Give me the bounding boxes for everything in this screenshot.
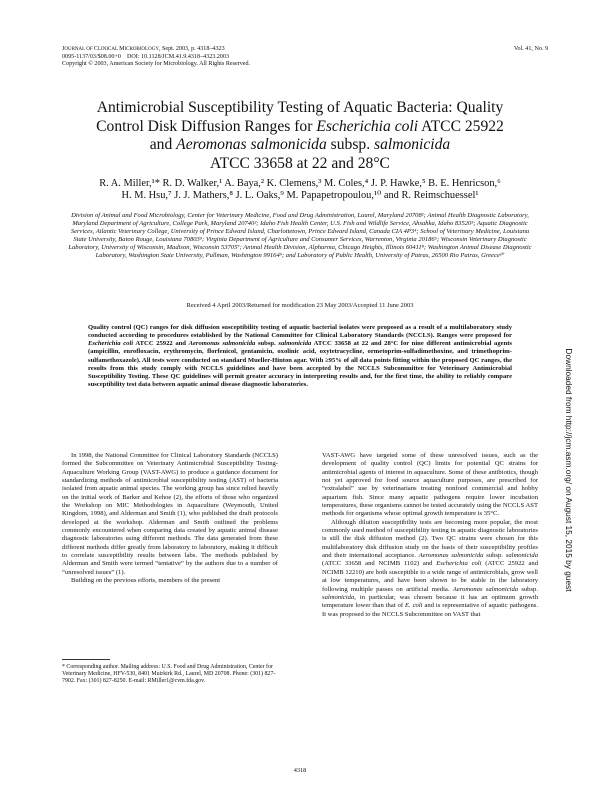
download-watermark: Downloaded from http://jcm.asm.org/ on August 15, 2015 by guest [564, 348, 574, 592]
footnote-divider [62, 659, 110, 660]
volume-info: Vol. 41, No. 9 [513, 46, 548, 52]
received-dates: Received 4 April 2003/Returned for modification 23 May 2003/Accepted 11 June 2003 [186, 302, 414, 309]
affiliations: Division of Animal and Food Microbiology, Center for Veterinary Medicine, Food and Drug Administration, Laurel, Maryland 20708¹; Animal Health Diagnostic Laboratory, Maryland Department of Agriculture, College Park, Maryland 20740²; Idaho Fish Health Center, U.S. Fish and Wildlife Service, Ahsahka, Idaho 83520³; Aquatic Diagnostic Services, Atlantic Veterinary College, University of Prince Edward Island, Charlottetown, Prince Edward Island, Canada CIA 4P3⁴; School of Veterinary Medicine, Louisiana State University, Baton Rouge, Louisiana 70803⁵; Virginia Department of Agriculture and Consumer Services, Warrenton, Virginia 20186⁶; Wisconsin Veterinary Diagnostic Laboratory, University of Wisconsin, Madison, Wisconsin 53705⁷; Animal Health Division, Alpharma, Chicago Heights, Illinois 60411⁸; Washington Animal Disease Diagnostic Laboratory, Washington State University, Pullman, Washington 99164⁹; and Laboratory of Public Health, University of Patras, 26500 Rio Patras, Greece¹⁰ [68, 212, 532, 260]
paragraph: Building on the previous efforts, members of the present [71, 577, 221, 585]
body-column-left [62, 452, 278, 586]
journal-citation: JOURNAL OF CLINICAL MICROBIOLOGY, Sept. 2003, p. 4318–4323 [62, 46, 225, 52]
abstract: Quality control (QC) ranges for disk diffusion susceptibility testing of aquatic bacterial isolates were proposed as a result of a multilaboratory study conducted according to procedures established by the National Committee for Clinical Laboratory Standards (NCCLS). Ranges were proposed for Escherichia coli ATCC 25922 and Aeromonas salmonicida subsp. salmonicida ATCC 33658 at 22 and 28°C for nine different antimicrobial agents (ampicillin, enrofloxacin, erythromycin, florfenicol, gentamicin, oxolinic acid, oxytetracycline, ormetoprim-sulfadimethoxine, and trimethoprim-sulfamethoxazole). All tests were conducted on standard Mueller-Hinton agar. With ≥95% of all data points fitting within the proposed QC ranges, the results from this study comply with NCCLS guidelines and have been accepted by the NCCLS Subcommittee for Veterinary Antimicrobial Susceptibility Testing. These QC guidelines will permit greater accuracy in interpreting results and, for the first time, the ability to reliably compare susceptibility test data between aquatic animal disease diagnostic laboratories. [88, 324, 512, 389]
author-list: R. A. Miller,¹* R. D. Walker,¹ A. Baya,² K. Clemens,³ M. Coles,⁴ J. P. Hawke,⁵ B. E. Henricson,⁶ H. M. Hsu,⁷ J. J. Mathers,⁸ J. L. Oaks,⁹ M. Papapetropoulou,¹⁰ and R. Reimschuessel¹ [99, 178, 501, 202]
page-number: 4318 [293, 767, 307, 774]
paragraph: Although dilution susceptibility tests are becoming more popular, the most commonly used method of susceptibility testing in aquatic diagnostic laboratories is still the disk diffusion method (2). Two QC strains were chosen for this multilaboratory disk diffusion study on the basis of their susceptibility profiles and their international acceptance. Aeromonas salmonicida subsp. salmonicida (ATCC 33658 and NCIMB 1102) and Escherichia coli (ATCC 25922 and NCIMB 12210) are both susceptible to a wide range of antimicrobials, grow well at low temperatures, and have been shown to be stable in the laboratory following multiple passes on artificial media. Aeromonas salmonicida subsp. salmonicida, in particular, was chosen because it has an optimum growth temperature lower than that of E. coli and is representative of aquatic pathogens. It was proposed to the NCCLS Subcommittee on VAST that [322, 518, 539, 618]
corresponding-author-footnote: * Corresponding author. Mailing address: U.S. Food and Drug Administration, Center for Veterinary Medicine, HFV-530, 8401 Muirkirk Rd., Laurel, MD 20708. Phone: (301) 827-7902. Fax: (301) 827-8250. E-mail: RMiller1@cvm.fda.gov. [62, 664, 276, 685]
paragraph: VAST-AWG have targeted some of these unresolved issues, such as the development of quality control (QC) limits for potential QC strains for antimicrobial agents of interest in aquaculture. Some of these antibiotics, though not yet approved for food source aquaculture purposes, are prescribed for “extralabel” use by veterinarians treating nonfood commercial and hobby aquarium fish. Since many aquatic pathogens require lower incubation temperatures, these organisms cannot be tested accurately using the NCCLS AST methods for organisms whose optimal growth temperature is 35°C. [322, 452, 538, 518]
issn-doi: 0095-1137/03/$08.00+0 DOI: 10.1128/JCM.41.9.4318–4323.2003 [62, 53, 230, 60]
article-title: Antimicrobial Susceptibility Testing of Aquatic Bacteria: Quality Control Disk Diffusion Ranges for Escherichia coli ATCC 25922 and Aeromonas salmonicida subsp. salmonicida ATCC 33658 at 22 and 28°C [96, 99, 504, 172]
copyright: Copyright © 2003, American Society for Microbiology. All Rights Reserved. [62, 61, 251, 68]
body-column-right [322, 452, 538, 619]
journal-header [62, 46, 250, 69]
paragraph: In 1998, the National Committee for Clinical Laboratory Standards (NCCLS) formed the Subcommittee on Veterinary Antimicrobial Susceptibility Testing-Aquaculture Working Group (VAST-AWG) to produce a guidance document for standardizing methods of antimicrobial susceptibility testing (AST) of bacteria isolated from aquatic animal species. The working group has since relied heavily on the initial work of Barker and Kehoe (2), the efforts of those who organized the Workshop on MIC Methodologies in Aquaculture (Weymouth, United Kingdom, 1998), and Alderman and Smith (1), who published the draft protocols developed at the workshop. Alderman and Smith outlined the problems commonly encountered when comparing data created by aquatic animal disease diagnostic laboratories using different methods. The data generated from these different methods differ greatly from laboratory to laboratory, making it difficult to correlate susceptibility results between labs. The methods published by Alderman and Smith were termed “tentative” by the authors due to a number of “unresolved issues” (1). [62, 452, 278, 576]
